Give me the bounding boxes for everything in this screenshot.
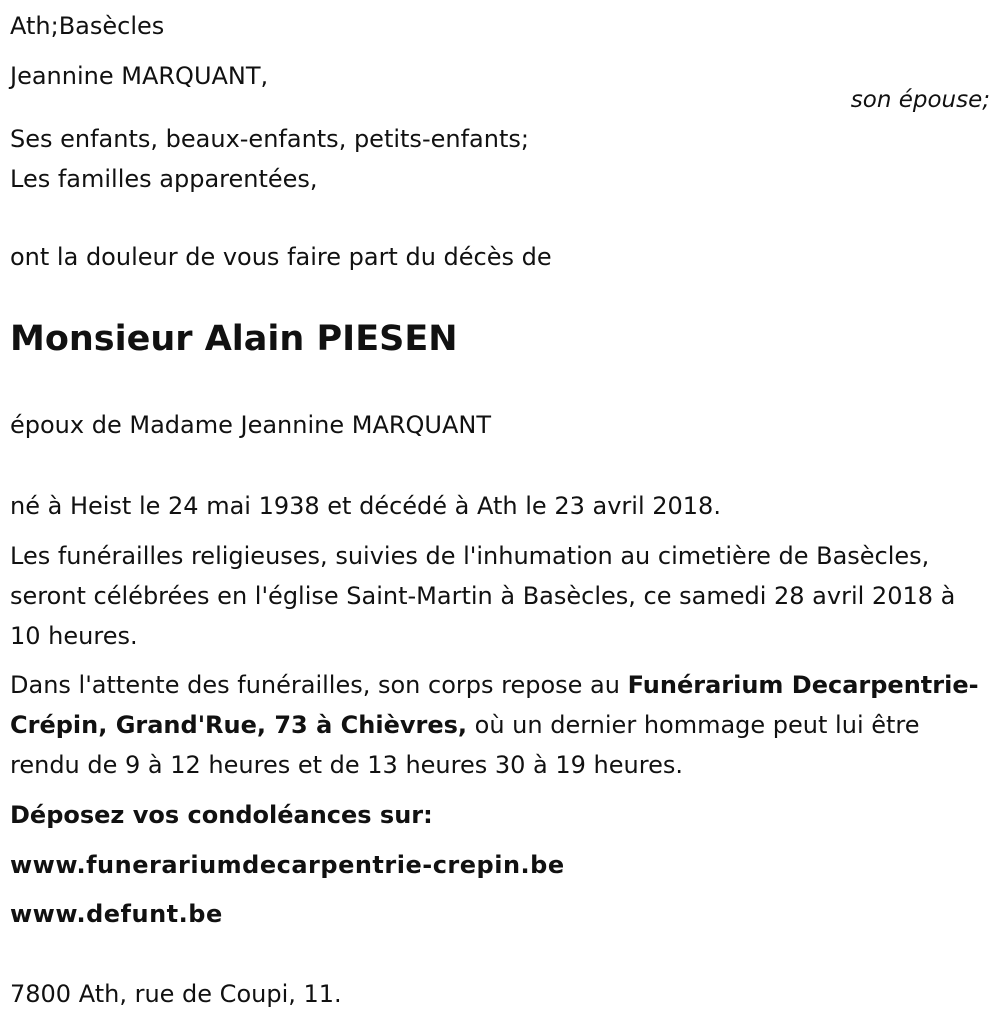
funerarium-prefix: Dans l'attente des funérailles, son corps repose au: [10, 671, 628, 699]
condolences-website-2[interactable]: www.defunt.be: [10, 900, 223, 928]
funerarium-suffix: où un dernier hommage peut lui être rendu de 9 à 12 heures et de 13 heures 30 à 19 heures.: [10, 711, 920, 779]
family-line-relatives: Les familles apparentées,: [10, 165, 318, 193]
funeral-details: Les funérailles religieuses, suivies de l'inhumation au cimetière de Basècles, seront célébrées en l'église Saint-Martin à Basècles, ce samedi 28 avril 2018 à 10 heures.: [10, 542, 956, 650]
spouse-role: son épouse;: [850, 87, 990, 113]
family-line-children: Ses enfants, beaux-enfants, petits-enfants;: [10, 125, 529, 153]
birth-death-dates: né à Heist le 24 mai 1938 et décédé à Ath le 23 avril 2018.: [10, 492, 721, 520]
announcement-intro: ont la douleur de vous faire part du décès de: [10, 243, 552, 271]
condolences-website-1[interactable]: www.funerariumdecarpentrie-crepin.be: [10, 851, 565, 879]
footer-address: 7800 Ath, rue de Coupi, 11.: [10, 980, 342, 1008]
deceased-name: Monsieur Alain PIESEN: [10, 319, 458, 359]
condolences-label: Déposez vos condoléances sur:: [10, 801, 433, 829]
spouse-of-line: époux de Madame Jeannine MARQUANT: [10, 411, 492, 439]
notice-place: Ath;Basècles: [10, 12, 165, 40]
funerarium-details: [10, 665, 990, 785]
funerarium-name: Funérarium Decarpentrie-Crépin, Grand'Rue, 73 à Chièvres,: [10, 671, 979, 739]
spouse-name: Jeannine MARQUANT,: [10, 62, 269, 90]
